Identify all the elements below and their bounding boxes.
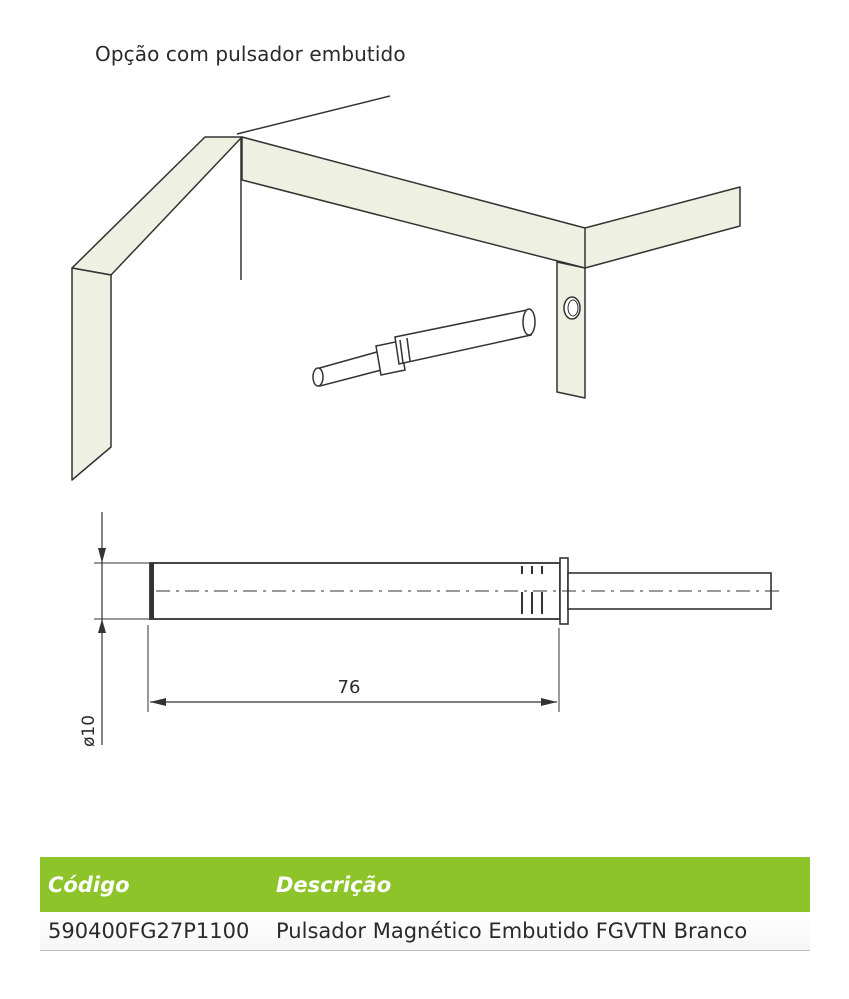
product-table xyxy=(40,857,810,951)
left-panel-top xyxy=(72,137,242,275)
row-description: Pulsador Magnético Embutido FGVTN Branco xyxy=(276,919,748,943)
latch-side-view xyxy=(94,512,784,745)
table-row xyxy=(40,912,810,951)
row-code: 590400FG27P1100 xyxy=(48,919,250,943)
push-latch-isometric xyxy=(313,309,535,386)
top-panel-front xyxy=(242,137,740,268)
table-header xyxy=(40,857,810,912)
length-dimension-label: 76 xyxy=(337,677,361,698)
top-back-edge xyxy=(237,96,390,134)
left-panel-front xyxy=(72,268,111,480)
cabinet-drawing xyxy=(72,96,740,480)
latch-body xyxy=(150,563,560,619)
diagram-caption: Opção com pulsador embutido xyxy=(95,42,406,66)
right-panel xyxy=(557,262,585,398)
header-code: Código xyxy=(48,872,130,897)
header-description: Descrição xyxy=(276,872,392,897)
diameter-dimension-label: ø10 xyxy=(79,714,99,747)
